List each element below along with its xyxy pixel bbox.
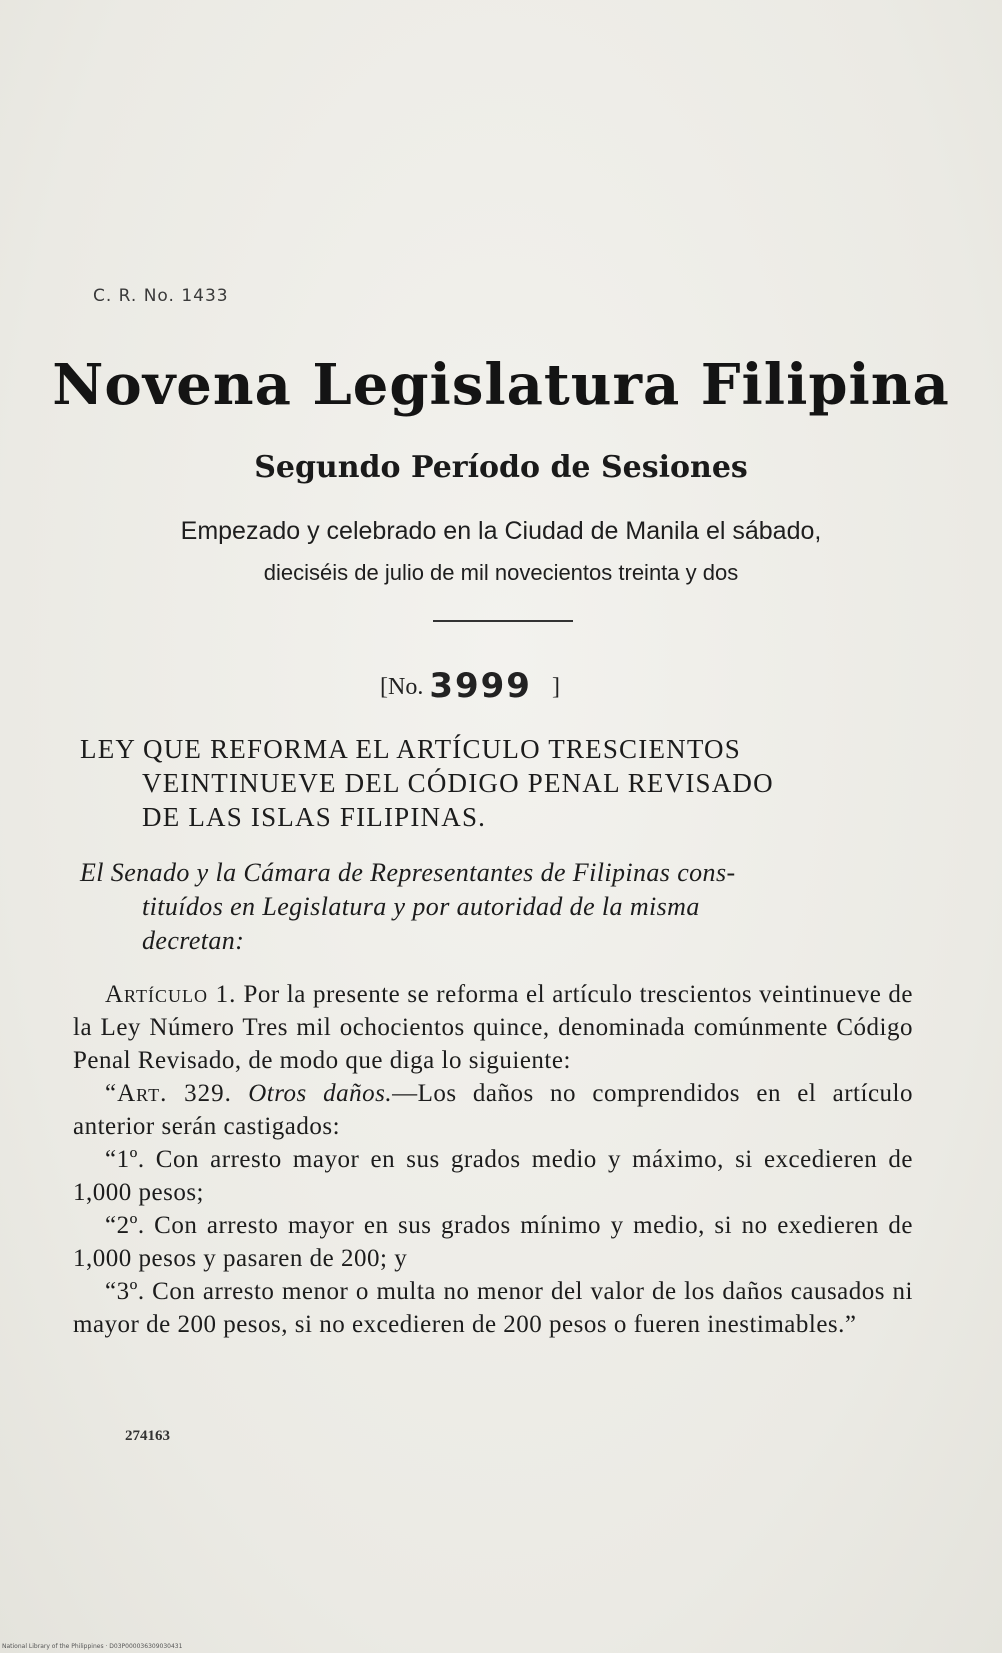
library-credit: National Library of the Philippines · D03P000036309030431 bbox=[2, 1643, 183, 1650]
act-title-line-3: DE LAS ISLAS FILIPINAS. bbox=[142, 802, 487, 832]
act-number-prefix: [No. bbox=[380, 674, 424, 700]
article-329-paragraph bbox=[73, 1077, 913, 1143]
place-line-1: Empezado y celebrado en la Ciudad de Manila el sábado, bbox=[180, 517, 822, 545]
print-code: 274163 bbox=[125, 1428, 170, 1444]
legislature-title: Novena Legislatura Filipina bbox=[52, 352, 950, 418]
item-2: “2º. Con arresto mayor en sus grados mínimo y medio, si no exedieren de 1,000 pesos y pasaren de 200; y bbox=[73, 1212, 913, 1272]
act-title-line-1: LEY QUE REFORMA EL ARTÍCULO TRESCIENTOS bbox=[80, 734, 741, 764]
act-title-line-2: VEINTINUEVE DEL CÓDIGO PENAL REVISADO bbox=[142, 768, 774, 798]
place-line-2: dieciséis de julio de mil novecientos treinta y dos bbox=[263, 560, 739, 585]
article-1-paragraph bbox=[73, 978, 913, 1077]
enacting-line-3: decretan: bbox=[142, 926, 245, 955]
enacting-line-1: El Senado y la Cámara de Representantes de Filipinas cons- bbox=[80, 858, 736, 887]
act-number-value: 3999 bbox=[429, 666, 532, 706]
item-3: “3º. Con arresto menor o multa no menor del valor de los daños causados ni mayor de 200 pesos, si no excedieren de 200 pesos o fueren inestimables.” bbox=[73, 1278, 913, 1338]
act-number bbox=[380, 666, 560, 706]
article-1-text: Por la presente se reforma el artículo trescientos veintinueve de la Ley Número Tres mil ochocientos quince, denominada comúnmente Código Penal Revisado, de modo que diga lo siguiente: bbox=[73, 981, 914, 1074]
act-number-suffix: ] bbox=[551, 674, 560, 700]
item-1: “1º. Con arresto mayor en sus grados medio y máximo, si excedieren de 1,000 pesos; bbox=[73, 1146, 913, 1206]
article-329-heading: “Art. 329. bbox=[105, 1080, 232, 1107]
act-title bbox=[80, 732, 910, 834]
divider-rule bbox=[433, 620, 573, 622]
article-1-heading: Artículo 1. bbox=[105, 981, 237, 1008]
article-329-text: —Los daños no comprendidos en el artículo anterior serán castigados: bbox=[73, 1080, 913, 1140]
enacting-clause bbox=[80, 856, 910, 958]
act-body bbox=[73, 978, 913, 1341]
enacting-line-2: tituídos en Legislatura y por autoridad de la misma bbox=[142, 892, 700, 921]
session-subtitle: Segundo Período de Sesiones bbox=[254, 450, 748, 485]
article-329-title: Otros daños. bbox=[248, 1080, 393, 1107]
cr-number: C. R. No. 1433 bbox=[93, 286, 229, 306]
